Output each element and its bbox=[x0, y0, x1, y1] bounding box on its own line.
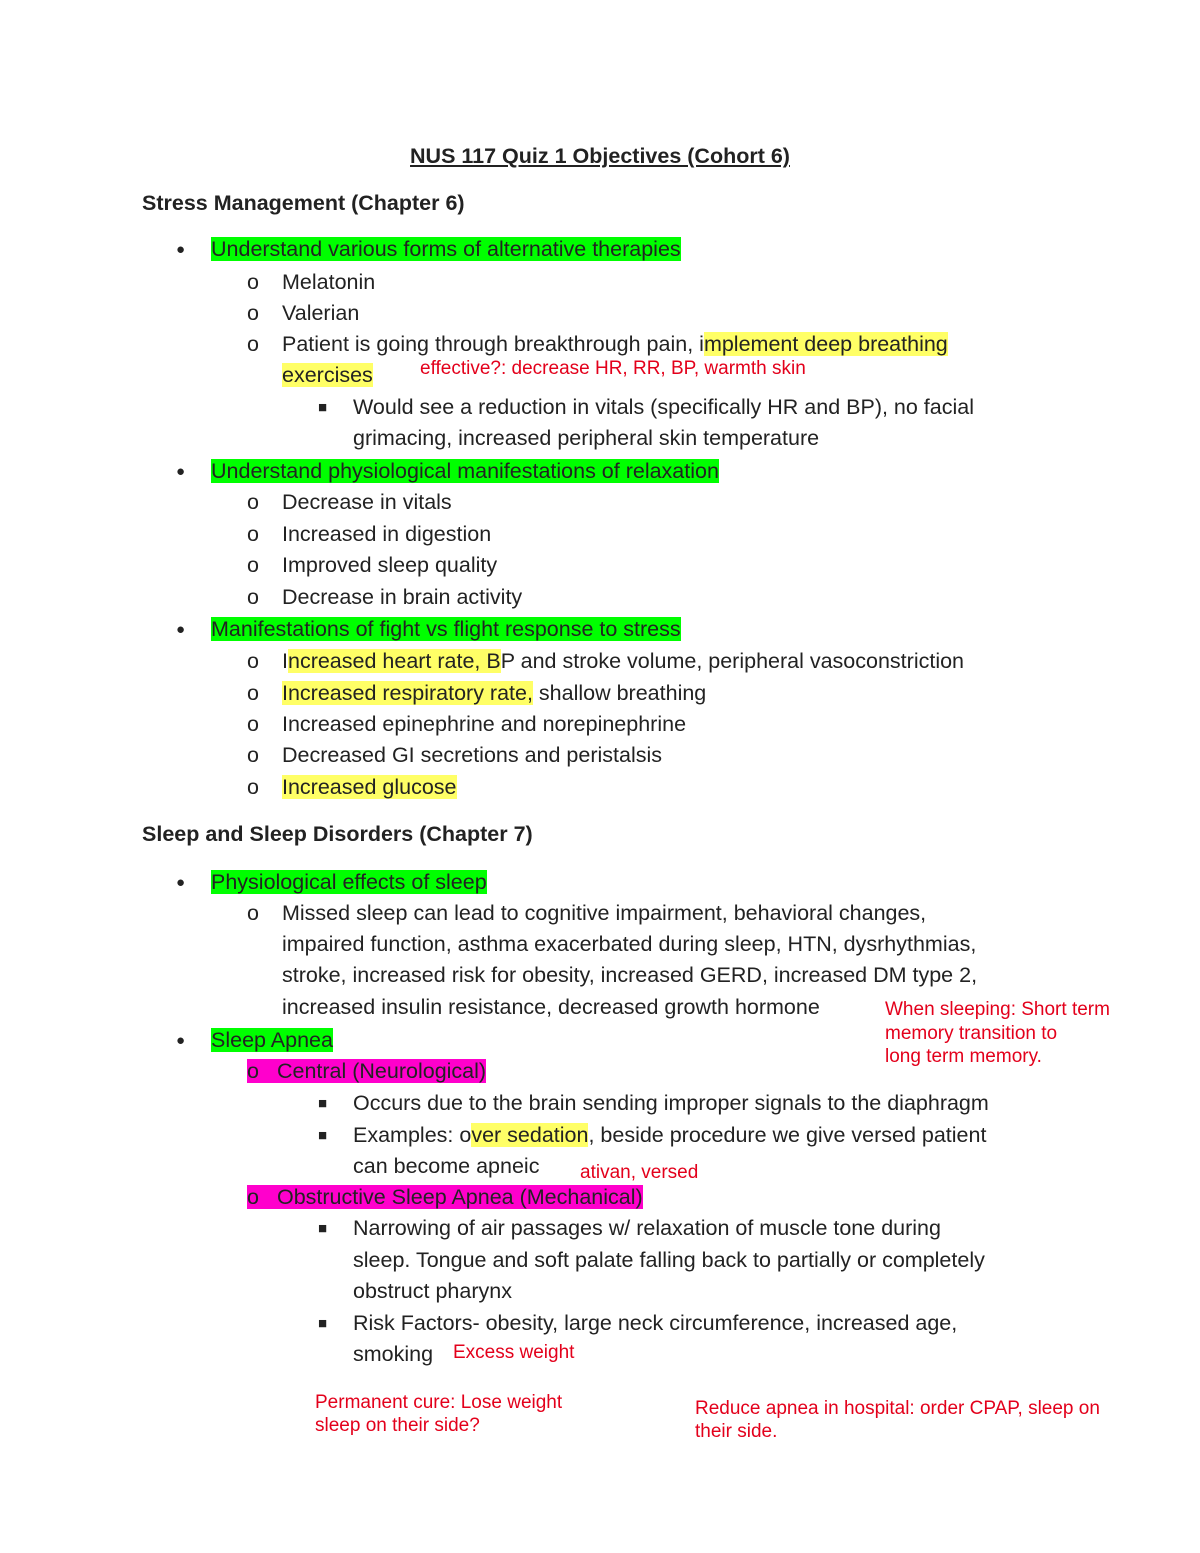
highlighted-text bbox=[247, 1185, 643, 1209]
highlighted-text: Manifestations of fight vs flight response to stress bbox=[211, 617, 681, 641]
sub-bullet-icon: o bbox=[247, 1059, 259, 1083]
handwritten-note: effective?: decrease HR, RR, BP, warmth skin bbox=[420, 358, 806, 379]
square-bullet-icon: ■ bbox=[318, 1315, 328, 1332]
sub-bullet-icon: o bbox=[247, 712, 259, 736]
sub-bullet-icon: o bbox=[247, 490, 259, 514]
sub-bullet-icon: o bbox=[247, 901, 259, 925]
document-title: NUS 117 Quiz 1 Objectives (Cohort 6) bbox=[410, 144, 790, 168]
list-item bbox=[282, 329, 948, 361]
list-item-continuation: increased insulin resistance, decreased growth hormone bbox=[282, 995, 820, 1019]
list-item-continuation: stroke, increased risk for obesity, increased GERD, increased DM type 2, bbox=[282, 963, 978, 987]
sub-item-continuation: obstruct pharynx bbox=[353, 1279, 512, 1303]
handwritten-note: Excess weight bbox=[453, 1342, 575, 1363]
handwritten-note: When sleeping: Short term bbox=[885, 999, 1110, 1020]
list-item: Decrease in vitals bbox=[282, 490, 452, 514]
section-heading-stress: Stress Management (Chapter 6) bbox=[142, 191, 465, 215]
sub-item: Occurs due to the brain sending improper signals to the diaphragm bbox=[353, 1091, 989, 1115]
list-item: Melatonin bbox=[282, 270, 376, 294]
sub-item bbox=[353, 1120, 986, 1152]
list-item: Valerian bbox=[282, 301, 360, 325]
sub-bullet-icon: o bbox=[247, 743, 259, 767]
highlighted-text: Understand various forms of alternative therapies bbox=[211, 237, 681, 261]
item-text: I bbox=[282, 649, 288, 673]
item-text: , beside procedure we give versed patient bbox=[588, 1123, 987, 1147]
highlighted-text: mplement deep breathing bbox=[703, 332, 948, 356]
topic-sleep-apnea bbox=[211, 1025, 333, 1057]
list-item bbox=[282, 772, 457, 804]
highlighted-text: Increased respiratory rate, bbox=[282, 681, 533, 705]
handwritten-note: long term memory. bbox=[885, 1046, 1042, 1067]
sub-bullet-icon: o bbox=[247, 522, 259, 546]
list-item: Missed sleep can lead to cognitive impairment, behavioral changes, bbox=[282, 901, 927, 925]
bullet-icon: ● bbox=[176, 621, 186, 638]
highlighted-text bbox=[247, 1059, 486, 1083]
item-text: P and stroke volume, peripheral vasoconstriction bbox=[500, 649, 965, 673]
sub-item-continuation: grimacing, increased peripheral skin temperature bbox=[353, 426, 820, 450]
item-text: Examples: o bbox=[353, 1123, 472, 1147]
bullet-icon: ● bbox=[176, 874, 186, 891]
list-item: Decrease in brain activity bbox=[282, 585, 523, 609]
square-bullet-icon: ■ bbox=[318, 1220, 328, 1237]
square-bullet-icon: ■ bbox=[318, 1095, 328, 1112]
bottom-note-right: Reduce apnea in hospital: order CPAP, sleep on bbox=[695, 1398, 1100, 1419]
sub-item: Would see a reduction in vitals (specifically HR and BP), no facial bbox=[353, 395, 975, 419]
topic-fight-flight bbox=[211, 614, 681, 646]
list-item: Improved sleep quality bbox=[282, 553, 498, 577]
item-text: Central (Neurological) bbox=[276, 1059, 487, 1083]
item-text: shallow breathing bbox=[532, 681, 707, 705]
list-item-central bbox=[247, 1056, 486, 1088]
bullet-icon: ● bbox=[176, 241, 186, 258]
list-item-obstructive bbox=[247, 1182, 643, 1214]
topic-sleep-effects bbox=[211, 867, 487, 899]
sub-item: Narrowing of air passages w/ relaxation of muscle tone during bbox=[353, 1216, 941, 1240]
item-text: Obstructive Sleep Apnea (Mechanical) bbox=[276, 1185, 643, 1209]
bottom-note-left: sleep on their side? bbox=[315, 1415, 480, 1436]
sub-item-continuation: can become apneic bbox=[353, 1154, 540, 1178]
topic-alternative-therapies bbox=[211, 234, 681, 266]
bottom-note-left: Permanent cure: Lose weight bbox=[315, 1392, 563, 1413]
bullet-icon: ● bbox=[176, 1032, 186, 1049]
highlighted-text: ncreased heart rate, B bbox=[287, 649, 501, 673]
highlighted-text: Sleep Apnea bbox=[211, 1028, 333, 1052]
list-item bbox=[282, 646, 964, 678]
list-item-continuation bbox=[282, 360, 373, 392]
sub-item-continuation: smoking bbox=[353, 1342, 434, 1366]
sub-bullet-icon: o bbox=[247, 649, 259, 673]
handwritten-note: ativan, versed bbox=[580, 1162, 699, 1183]
sub-bullet-icon: o bbox=[247, 553, 259, 577]
bottom-note-right: their side. bbox=[695, 1421, 778, 1442]
sub-bullet-icon: o bbox=[247, 775, 259, 799]
sub-bullet-icon: o bbox=[247, 681, 259, 705]
item-text: Patient is going through breakthrough pain, i bbox=[282, 332, 704, 356]
sub-bullet-icon: o bbox=[247, 585, 259, 609]
bullet-icon: ● bbox=[176, 463, 186, 480]
topic-relaxation bbox=[211, 456, 719, 488]
highlighted-text: Physiological effects of sleep bbox=[211, 870, 487, 894]
handwritten-note: memory transition to bbox=[885, 1023, 1058, 1044]
list-item: Increased in digestion bbox=[282, 522, 492, 546]
highlighted-text: ver sedation bbox=[471, 1123, 589, 1147]
square-bullet-icon: ■ bbox=[318, 399, 328, 416]
section-heading-sleep: Sleep and Sleep Disorders (Chapter 7) bbox=[142, 822, 533, 846]
highlighted-text: Increased glucose bbox=[282, 775, 457, 799]
highlighted-text: exercises bbox=[282, 363, 373, 387]
sub-item: Risk Factors- obesity, large neck circumference, increased age, bbox=[353, 1311, 958, 1335]
sub-bullet-icon: o bbox=[247, 301, 259, 325]
list-item: Increased epinephrine and norepinephrine bbox=[282, 712, 687, 736]
highlighted-text: Understand physiological manifestations of relaxation bbox=[211, 459, 719, 483]
sub-item-continuation: sleep. Tongue and soft palate falling back to partially or completely bbox=[353, 1248, 985, 1272]
sub-bullet-icon: o bbox=[247, 270, 259, 294]
sub-bullet-icon: o bbox=[247, 332, 259, 356]
list-item-continuation: impaired function, asthma exacerbated during sleep, HTN, dysrhythmias, bbox=[282, 932, 977, 956]
list-item: Decreased GI secretions and peristalsis bbox=[282, 743, 663, 767]
sub-bullet-icon: o bbox=[247, 1185, 259, 1209]
square-bullet-icon: ■ bbox=[318, 1127, 328, 1144]
list-item bbox=[282, 678, 706, 710]
